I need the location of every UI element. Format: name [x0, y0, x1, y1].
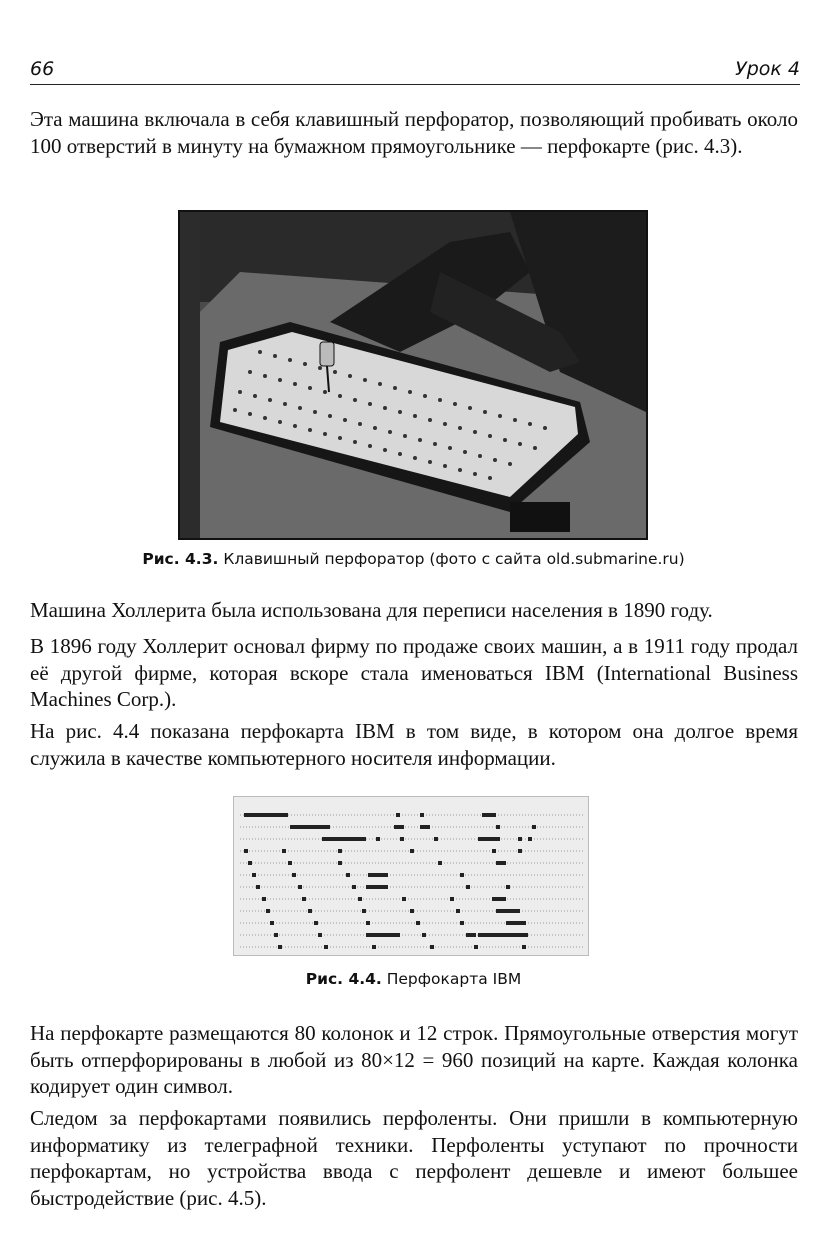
chapter-title: Урок 4	[735, 58, 800, 80]
keypunch-illustration	[180, 212, 646, 538]
ibm-punch-card	[233, 796, 589, 956]
page-header	[30, 56, 800, 85]
figure-4-3-label: Рис. 4.3.	[142, 550, 219, 568]
keypunch-photo	[178, 210, 648, 540]
paragraph-1: Эта машина включала в себя клавишный перфоратор, позволяющий пробивать около 100 отверстий в минуту на бумажном прямоугольнике — перфокарте (рис. 4.3).	[30, 107, 798, 158]
paragraph-6: Следом за перфокартами появились перфоленты. Они пришли в компьютерную информатику из телеграфной техники. Перфоленты уступают по прочности перфокартам, но устройства ввода с перфолент дешевле и имеют большее быстродействие (рис. 4.5).	[30, 1106, 798, 1210]
paragraph-3: В 1896 году Холлерит основал фирму по продаже своих машин, а в 1911 году продал её другой фирме, которая вскоре стала именоваться IBM (International Business Machines Corp.).	[30, 634, 798, 711]
figure-4-3-caption	[0, 550, 827, 568]
punch-card-illustration	[234, 797, 588, 955]
paragraph-5: На перфокарте размещаются 80 колонок и 12 строк. Прямоугольные отверстия могут быть отперфорированы в любой из 80×12 = 960 позиций на карте. Каждая колонка кодирует один символ.	[30, 1021, 798, 1098]
paragraph-2: Машина Холлерита была использована для переписи населения в 1890 году.	[30, 598, 713, 622]
figure-4-4-caption	[0, 970, 827, 988]
page-number: 66	[30, 58, 55, 80]
figure-4-4-text: Перфокарта IBM	[386, 970, 522, 988]
figure-4-3-text: Клавишный перфоратор (фото с сайта old.submarine.ru)	[223, 550, 685, 568]
paragraph-4: На рис. 4.4 показана перфокарта IBM в том виде, в котором она долгое время служила в качестве компьютерного носителя информации.	[30, 719, 798, 770]
figure-4-4-label: Рис. 4.4.	[305, 970, 382, 988]
